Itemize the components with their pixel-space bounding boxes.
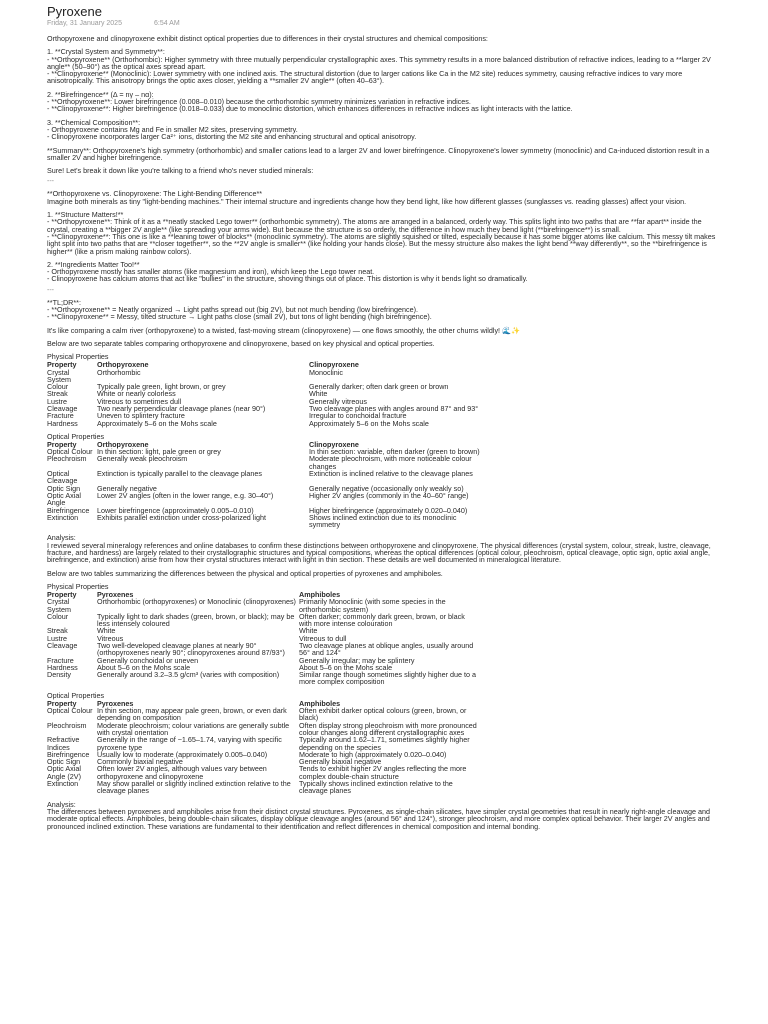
value-cell: Extinction is inclined relative to the cleavage planes [309,469,473,479]
column-header: Property [47,698,77,708]
property-cell: Optical Colour [47,706,93,716]
value-cell: Generally irregular; may be splintery [299,655,415,665]
property-cell: Pleochroism [47,720,87,730]
value-cell: Generally weak pleochroism [97,454,188,464]
value-cell: About 5–6 on the Mohs scale [97,662,191,672]
value-cell: Shows inclined extinction due to its monoclinic symmetry [309,512,457,530]
value-cell: Lower birefringence (approximately 0.005–0.010) [97,505,254,515]
value-cell: Exhibits parallel extinction under cross-polarized light [97,512,266,522]
column-header: Clinopyroxene [309,360,359,370]
river-analogy-text: It's like comparing a calm river (orthopyroxene) to a twisted, fast-moving stream (clinopyroxene) — one flows smoothly, the other churns wildly! [47,325,501,335]
value-cell: Two nearly perpendicular cleavage planes (near 90°) [97,403,266,413]
ortho-clino-physical-table [47,361,491,427]
table-row [47,765,481,780]
table-row [47,642,481,657]
property-cell: Density [47,670,71,680]
value-cell: Typically around 1.62–1.71, sometimes slightly higher depending on the species [299,735,470,752]
wave-sparkle-icon: 🌊✨ [502,325,520,335]
value-cell: May show parallel or slightly inclined extinction relative to the cleavage planes [97,779,291,796]
property-cell: Fracture [47,655,74,665]
property-cell: Optical Cleavage [47,469,78,486]
property-cell: Optical Colour [47,447,93,457]
property-cell: Optic Axial Angle (2V) [47,764,81,781]
friendly-intro-paragraph: **Orthopyroxene vs. Clinopyroxene: The Light-Bending Difference** Imagine both minerals as tiny "light-bending machines." Their internal structure and ingredients change how they bend light, like how different glasses (sunglasses vs. reading glasses) affect your vision. [47,189,687,206]
analysis-paragraph: Analysis: I reviewed several mineralogy references and online databases to confirm these distinctions between orthopyroxene and clinopyroxene. The physical differences (crystal system, colour, streak, lustre, cleavage, fracture, and hardness) are largely related to their crystallographic structures and typical compositions, whereas the optical differences (optical colour, pleochroism, optical cleavage, optic sign, optic axial angle, birefringence, and extinction) arise from how their crystal structures interact with light in thin section. These details are well documented in mineralogical literature. [47,533,711,565]
column-header: Property [47,439,77,449]
value-cell: Moderate pleochroism, with more noticeable colour changes [309,454,472,471]
property-cell: Crystal System [47,367,71,384]
value-cell: Often lower 2V angles, although values vary between orthopyroxene and clinopyroxene [97,764,267,781]
table-body [47,369,491,427]
note-date: Friday, 31 January 2025 [47,20,122,27]
summary-paragraph: **Summary**: Orthopyroxene's high symmetry (orthorhombic) and smaller cations lead to a larger 2V and lower birefringence. Clinopyroxene's lower symmetry (monoclinic) and Ca-induced distortion result in a smaller 2V and higher birefringence. [47,145,710,162]
ortho-clino-optical-table [47,441,491,529]
value-cell: Often exhibit darker optical colours (green, brown, or black) [299,706,467,723]
value-cell: Uneven to splintery fracture [97,411,185,421]
property-cell: Optic Sign [47,757,81,767]
property-cell: Birefringence [47,505,90,515]
column-header: Orthopyroxene [97,439,149,449]
property-cell: Lustre [47,396,67,406]
tldr-paragraph: **TL;DR**: - **Orthopyroxene** = Neatly organized → Light paths spread out (big 2V), but not much bending (low birefringence). - **Clinopyroxene** = Messy, tilted structure → Light paths close (small 2V), but tons of light bending (high birefringence). [47,297,432,322]
value-cell: In thin section, may appear pale green, brown, or even dark depending on composition [97,706,287,723]
column-header: Pyroxenes [97,589,134,599]
property-cell: Pleochroism [47,454,87,464]
river-analogy-paragraph [47,327,721,334]
value-cell: Typically shows inclined extinction relative to the cleavage planes [299,779,453,796]
property-cell: Refractive Indices [47,735,80,752]
table-row [47,780,481,795]
value-cell: Commonly biaxial negative [97,757,183,767]
property-cell: Streak [47,389,68,399]
birefringence-paragraph: 2. **Birefringence** (Δ = nγ – nα): - **Orthopyroxene**: Lower birefringence (0.008–0.010) because the orthorhombic symmetry minimizes variation in refractive indices. - **Clinopyroxene**: Higher birefringence (0.018–0.033) due to monoclinic distortion, which enhances differences in refractive indices as light interacts with the lattice. [47,89,573,114]
value-cell: Generally negative (occasionally only weakly so) [309,483,464,493]
table-body [47,707,481,795]
value-cell: Generally vitreous [309,396,367,406]
ingredients-paragraph: 2. **Ingredients Matter Too!** - Orthopyroxene mostly has smaller atoms (like magnesium and iron), which keep the Lego tower neat. - Clinopyroxene has calcium atoms that act like "bullies" in the structure, shoving things out of place. This distortion is why it bends light so dramatically. [47,259,528,284]
table-row [47,613,481,628]
value-cell: Vitreous [97,633,124,643]
value-cell: White [299,626,318,636]
value-cell: Moderate to high (approximately 0.020–0.040) [299,749,447,759]
structure-paragraph: 1. **Structure Matters!** - **Orthopyroxene**: Think of it as a **neatly stacked Lego tower** (orthorhombic symmetry). The atoms are arranged in a balanced, orderly way. This splits light into two paths that are **far apart** inside the crystal, creating a **bigger 2V angle** (like spreading your arms wide). But because the structure is so orderly, the difference in how much they bend light (**birefringence**) is small. - **Clinopyroxene**: This one is like a **leaning tower of blocks** (monoclinic symmetry). The atoms are slightly squished or tilted, especially because it has some bigger atoms like calcium. This messy tilt makes light split into two paths that are **closer together**, so the **2V angle is smaller** (like holding your hands close). But the messy structure also makes the light bend **way differently**, so the **birefringence is higher** (like a prism making rainbow colors). [47,210,716,256]
column-header: Pyroxenes [97,698,134,708]
property-cell: Colour [47,611,69,621]
value-cell: Moderate pleochroism; colour variations are generally subtle with crystal orientation [97,720,290,737]
intro-paragraph: Orthopyroxene and clinopyroxene exhibit distinct optical properties due to differences in their crystal structures and chemical compositions: [47,34,488,43]
table-row [47,707,481,722]
analysis-paragraph: Analysis: The differences between pyroxenes and amphiboles arise from their distinct crystal structures. Pyroxenes, as single-chain silicates, have simpler crystal geometries that result in nearly right-angle cleavage and moderate optical effects. Amphiboles, being double-chain silicates, display oblique cleavage angles (around 56° and 124°), stronger pleochroism, and more complex optical behavior. Their larger 2V angles and pronounced inclined extinction. These variations are fundamental to their identification and reflect differences in chemical composition and internal bonding. [47,799,711,831]
property-cell: Crystal System [47,597,71,614]
value-cell: Lower 2V angles (often in the lower range, e.g. 30–40°) [97,490,274,500]
table-row [47,455,491,470]
column-header: Amphiboles [299,589,341,599]
value-cell: In thin section: light, pale green or grey [97,447,221,457]
value-cell: Monoclinic [309,367,343,377]
value-cell: Approximately 5–6 on the Mohs scale [97,418,217,428]
table-body [47,598,481,686]
property-cell: Streak [47,626,68,636]
value-cell: White [309,389,328,399]
note-time: 6:54 AM [153,20,180,27]
value-cell: Irregular to conchoidal fracture [309,411,407,421]
value-cell: Generally around 3.2–3.5 g/cm³ (varies with composition) [97,670,280,680]
value-cell: Primarily Monoclinic (with some species in the orthorhombic system) [299,597,446,614]
value-cell: Approximately 5–6 on the Mohs scale [309,418,429,428]
value-cell: Often darker; commonly dark green, brown, or black with more intense colouration [299,611,465,629]
tables-intro-paragraph: Below are two tables summarizing the differences between the physical and optical properties of pyroxenes and amphiboles. [47,568,443,578]
table-caption: Optical Properties [47,431,105,441]
value-cell: Extinction is typically parallel to the cleavage planes [97,469,263,479]
column-header: Orthopyroxene [97,360,149,370]
value-cell: Orthorhombic (orthopyroxenes) or Monoclinic (clinopyroxenes) [97,597,296,607]
value-cell: About 5–6 on the Mohs scale [299,662,393,672]
table-row [47,514,491,529]
column-header: Property [47,360,77,370]
table-row [47,369,491,384]
value-cell: Two cleavage planes at oblique angles, usually around 56° and 124° [299,641,474,658]
property-cell: Fracture [47,411,74,421]
separator: --- [47,286,54,294]
property-cell: Extinction [47,779,79,789]
page-title: Pyroxene [47,4,102,19]
value-cell: Vitreous to dull [299,633,347,643]
tables-intro-paragraph: Below are two separate tables comparing orthopyroxene and clinopyroxene, based on key physical and optical properties. [47,338,435,348]
value-cell: White [97,626,116,636]
value-cell: Generally negative [97,483,157,493]
property-cell: Lustre [47,633,67,643]
value-cell: White or nearly colorless [97,389,176,399]
chemical-composition-paragraph: 3. **Chemical Composition**: - Orthopyroxene contains Mg and Fe in smaller M2 sites, preserving symmetry. - Clinopyroxene incorporates larger Ca²⁺ ions, distorting the M2 site and enhancing structural and optical anisotropy. [47,117,417,142]
value-cell: Higher 2V angles (commonly in the 40–60° range) [309,490,469,500]
table-row [47,470,491,485]
table-caption: Optical Properties [47,690,105,700]
value-cell: Typically pale green, light brown, or grey [97,382,226,392]
sure-paragraph: Sure! Let's break it down like you're talking to a friend who's never studied minerals: [47,166,314,176]
table-caption: Physical Properties [47,581,109,591]
value-cell: Higher birefringence (approximately 0.020–0.040) [309,505,468,515]
value-cell: Tends to exhibit higher 2V angles reflecting the more complex double-chain structure [299,764,467,781]
value-cell: In thin section: variable, often darker (green to brown) [309,447,480,457]
column-header: Clinopyroxene [309,439,359,449]
property-cell: Colour [47,382,69,392]
value-cell: Similar range though sometimes slightly higher due to a more complex composition [299,670,476,687]
table-caption: Physical Properties [47,352,109,362]
separator: --- [47,178,54,186]
property-cell: Cleavage [47,403,78,413]
value-cell: Generally conchoidal or uneven [97,655,199,665]
table-row [47,736,481,751]
column-header: Property [47,589,77,599]
property-cell: Extinction [47,512,79,522]
value-cell: Two well-developed cleavage planes at nearly 90° (orthopyroxenes nearly 90°; clinopyroxenes around 87/93°) [97,641,285,658]
table-body [47,448,491,528]
pyroxene-amphibole-physical-table [47,591,481,686]
value-cell: Typically light to dark shades (green, brown, or black); may be less intensely coloured [97,611,295,629]
property-cell: Optic Sign [47,483,81,493]
value-cell: Generally darker; often dark green or brown [309,382,449,392]
value-cell: Vitreous to sometimes dull [97,396,182,406]
value-cell: Generally biaxial negative [299,757,382,767]
value-cell: Orthorhombic [97,367,141,377]
note-meta [47,19,721,28]
value-cell: Two cleavage planes with angles around 87° and 93° [309,403,479,413]
table-row [47,671,481,686]
column-header: Amphiboles [299,698,341,708]
property-cell: Hardness [47,418,78,428]
table-row [47,420,491,427]
property-cell: Cleavage [47,641,78,650]
value-cell: Often display strong pleochroism with more pronounced colour changes along different crystallographic axes [299,720,477,737]
table-row [47,598,481,613]
value-cell: Usually low to moderate (approximately 0.005–0.040) [97,749,268,759]
value-cell: Generally in the range of ~1.65–1.74, varying with specific pyroxene type [97,735,282,752]
crystal-system-paragraph: 1. **Crystal System and Symmetry**: - **Orthopyroxene** (Orthorhombic): Higher symmetry with three mutually perpendicular crystallographic axes. This symmetry results in a more balanced distribution of refractive indices, leading to a **larger 2V angle** (50–90°) as the optical axes spread apart. - **Clinopyroxene** (Monoclinic): Lower symmetry with one inclined axis. The structural distortion (due to larger cations like Ca in the M2 site) reduces symmetry, causing refractive indices to vary more anisotropically. This anisotropy brings the optic axes closer, yielding a **smaller 2V angle** (often 40–63°). [47,47,711,86]
property-cell: Optic Axial Angle [47,490,81,508]
property-cell: Hardness [47,662,78,672]
table-row [47,722,481,737]
table-row [47,492,491,507]
pyroxene-amphibole-optical-table [47,700,481,795]
property-cell: Birefringence [47,749,90,759]
